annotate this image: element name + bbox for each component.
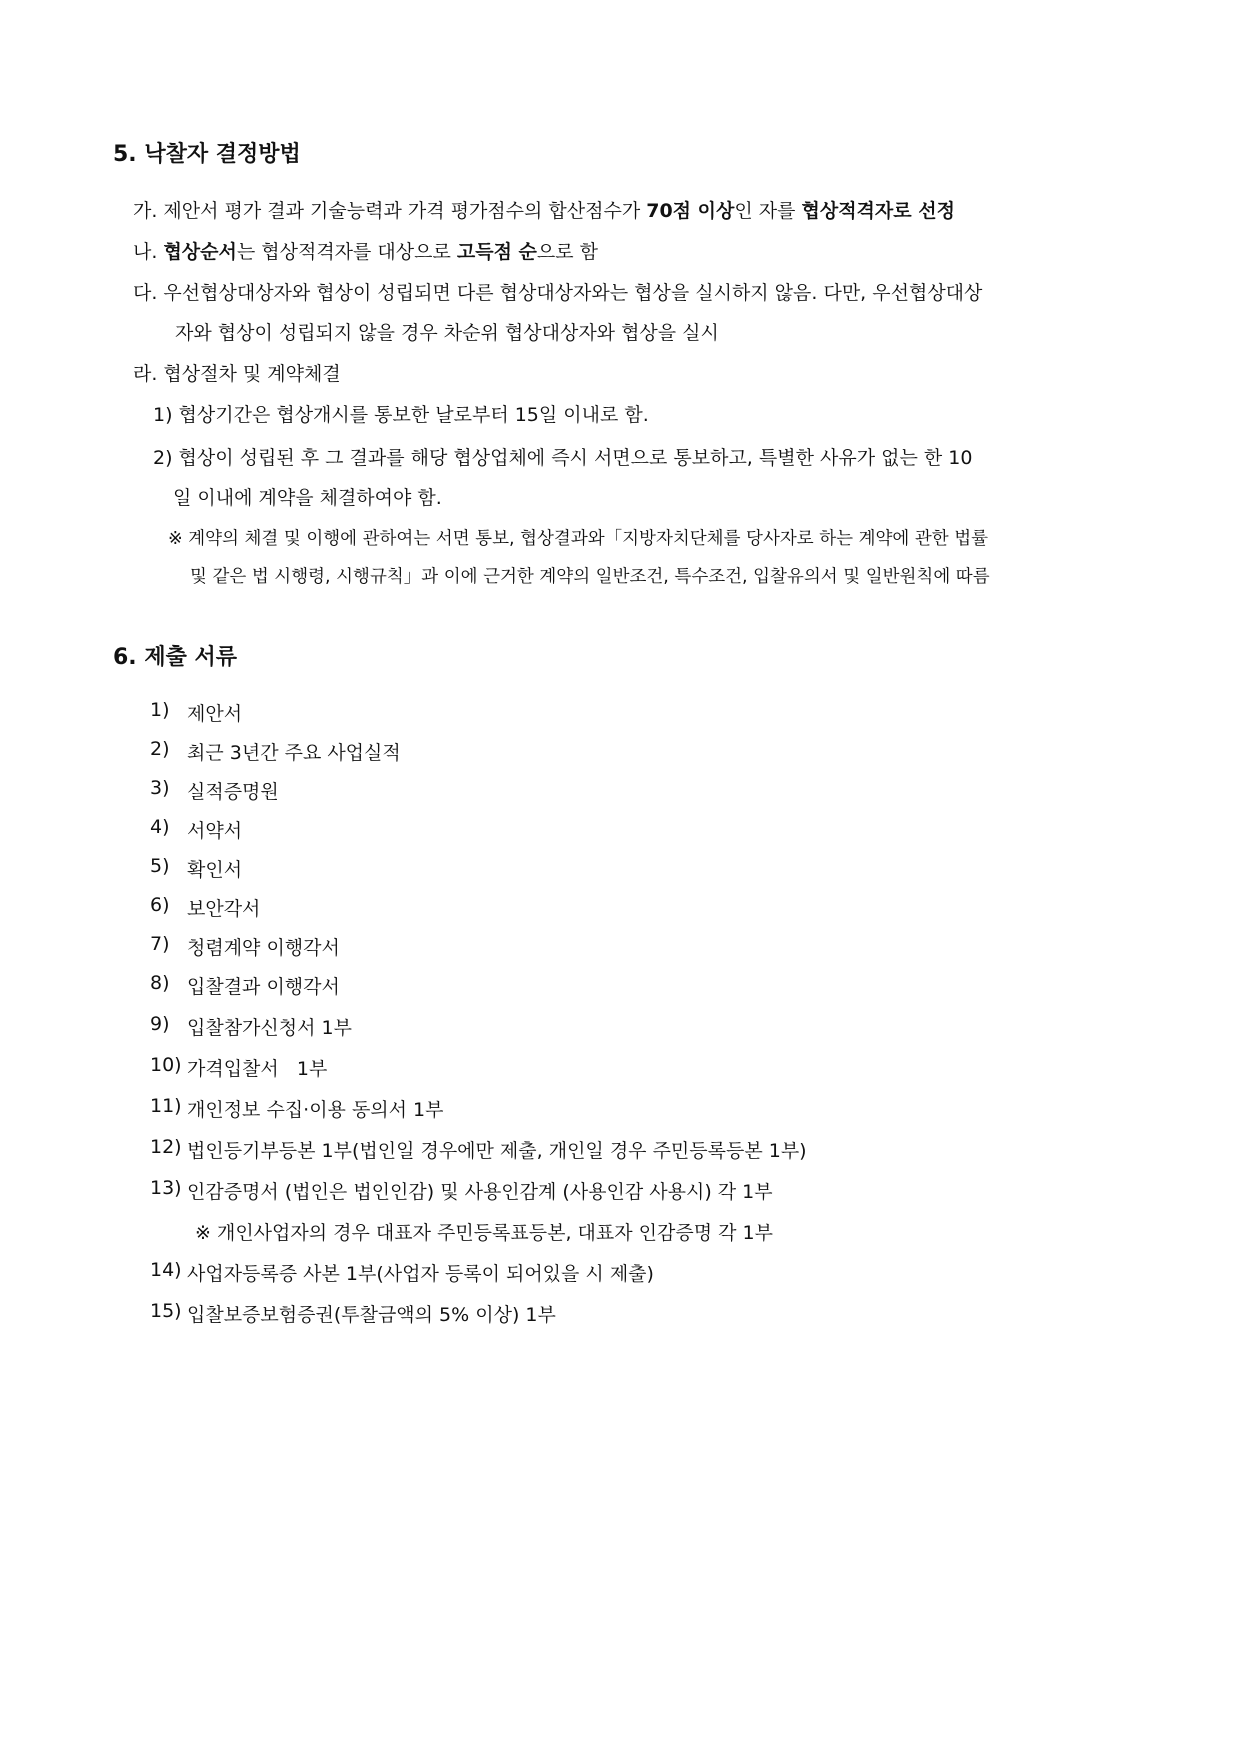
clause-na-suffix: 으로 함 (536, 241, 599, 263)
list-item (150, 777, 170, 799)
list-item-text: 인감증명서 (법인은 법인인감) 및 사용인감계 (사용인감 사용시) 각 1부 (187, 1181, 773, 1203)
list-item-text: 보안각서 (187, 898, 261, 920)
list-item (150, 816, 170, 838)
list-item-text: 사업자등록증 사본 1부(사업자 등록이 되어있을 시 제출) (187, 1263, 654, 1285)
list-item-number: 3) (150, 777, 170, 799)
list-item-text: 입찰결과 이행각서 (187, 976, 340, 998)
list-item-text: 실적증명원 (187, 781, 279, 803)
clause-ra-note-line2: 및 같은 법 시행령, 시행규칙」과 이에 근거한 계약의 일반조건, 특수조건, 입찰유의서 및 일반원칙에 따름 (190, 567, 990, 587)
clause-ga (133, 196, 955, 223)
list-item-text: 최근 3년간 주요 사업실적 (187, 742, 401, 764)
list-item-text: 개인정보 수집·이용 동의서 1부 (187, 1099, 444, 1121)
list-item (150, 972, 170, 994)
list-item (150, 855, 170, 877)
clause-ra-note-line1: ※ 계약의 체결 및 이행에 관하여는 서면 통보, 협상결과와「지방자치단체를 당사자로 하는 계약에 관한 법률 (168, 529, 989, 549)
list-item-number: 1) (150, 699, 170, 721)
list-item-13-note: ※ 개인사업자의 경우 대표자 주민등록표등본, 대표자 인감증명 각 1부 (195, 1222, 773, 1244)
list-item (150, 1300, 182, 1322)
clause-ra-item1: 1) 협상기간은 협상개시를 통보한 날로부터 15일 이내로 함. (153, 404, 649, 426)
list-item (150, 1013, 170, 1035)
list-item-text: 제안서 (187, 703, 243, 725)
list-item-number: 9) (150, 1013, 170, 1035)
list-item-number: 4) (150, 816, 170, 838)
list-item-number: 8) (150, 972, 170, 994)
list-item-number: 6) (150, 894, 170, 916)
section-5-heading: 5. 낙찰자 결정방법 (113, 142, 301, 167)
list-item-number: 12) (150, 1136, 182, 1158)
clause-na-prefix: 나. (133, 241, 164, 263)
clause-ga-bold-score: 70점 이상 (646, 200, 735, 222)
list-item (150, 1177, 182, 1199)
clause-na-mid: 는 협상적격자를 대상으로 (236, 241, 457, 263)
list-item-text: 청렴계약 이행각서 (187, 937, 340, 959)
list-item-text: 확인서 (187, 859, 243, 881)
list-item (150, 699, 170, 721)
list-item (150, 1054, 182, 1076)
list-item-text: 법인등기부등본 1부(법인일 경우에만 제출, 개인일 경우 주민등록등본 1부) (187, 1140, 807, 1162)
clause-ga-prefix: 가. 제안서 평가 결과 기술능력과 가격 평가점수의 합산점수가 (133, 200, 647, 222)
list-item-text: 서약서 (187, 820, 243, 842)
list-item-number: 10) (150, 1054, 182, 1076)
clause-ga-mid: 인 자를 (734, 200, 802, 222)
list-item-number: 14) (150, 1259, 182, 1281)
list-item-text: 입찰참가신청서 1부 (187, 1017, 352, 1039)
clause-na (133, 237, 598, 264)
list-item (150, 894, 170, 916)
clause-na-bold-order: 협상순서 (163, 241, 237, 263)
clause-da-line2: 자와 협상이 성립되지 않을 경우 차순위 협상대상자와 협상을 실시 (175, 322, 719, 344)
list-item-number: 11) (150, 1095, 182, 1117)
list-item-number: 13) (150, 1177, 182, 1199)
clause-ga-bold-select: 협상적격자로 선정 (801, 200, 955, 222)
list-item-text: 입찰보증보험증권(투찰금액의 5% 이상) 1부 (187, 1304, 556, 1326)
list-item (150, 1095, 182, 1117)
list-item-number: 5) (150, 855, 170, 877)
list-item-number: 2) (150, 738, 170, 760)
section-6-heading: 6. 제출 서류 (113, 645, 237, 670)
list-item-number: 15) (150, 1300, 182, 1322)
list-item-text: 가격입찰서 1부 (187, 1058, 328, 1080)
list-item-number: 7) (150, 933, 170, 955)
clause-na-bold-rank: 고득점 순 (456, 241, 537, 263)
clause-da-line1: 다. 우선협상대상자와 협상이 성립되면 다른 협상대상자와는 협상을 실시하지 않음. 다만, 우선협상대상 (133, 282, 983, 304)
list-item (150, 1259, 182, 1281)
list-item (150, 933, 170, 955)
clause-ra-title: 라. 협상절차 및 계약체결 (133, 363, 341, 385)
list-item (150, 738, 170, 760)
list-item (150, 1136, 182, 1158)
clause-ra-item2-line1: 2) 협상이 성립된 후 그 결과를 해당 협상업체에 즉시 서면으로 통보하고, 특별한 사유가 없는 한 10 (153, 447, 973, 469)
clause-ra-item2-line2: 일 이내에 계약을 체결하여야 함. (173, 487, 442, 509)
